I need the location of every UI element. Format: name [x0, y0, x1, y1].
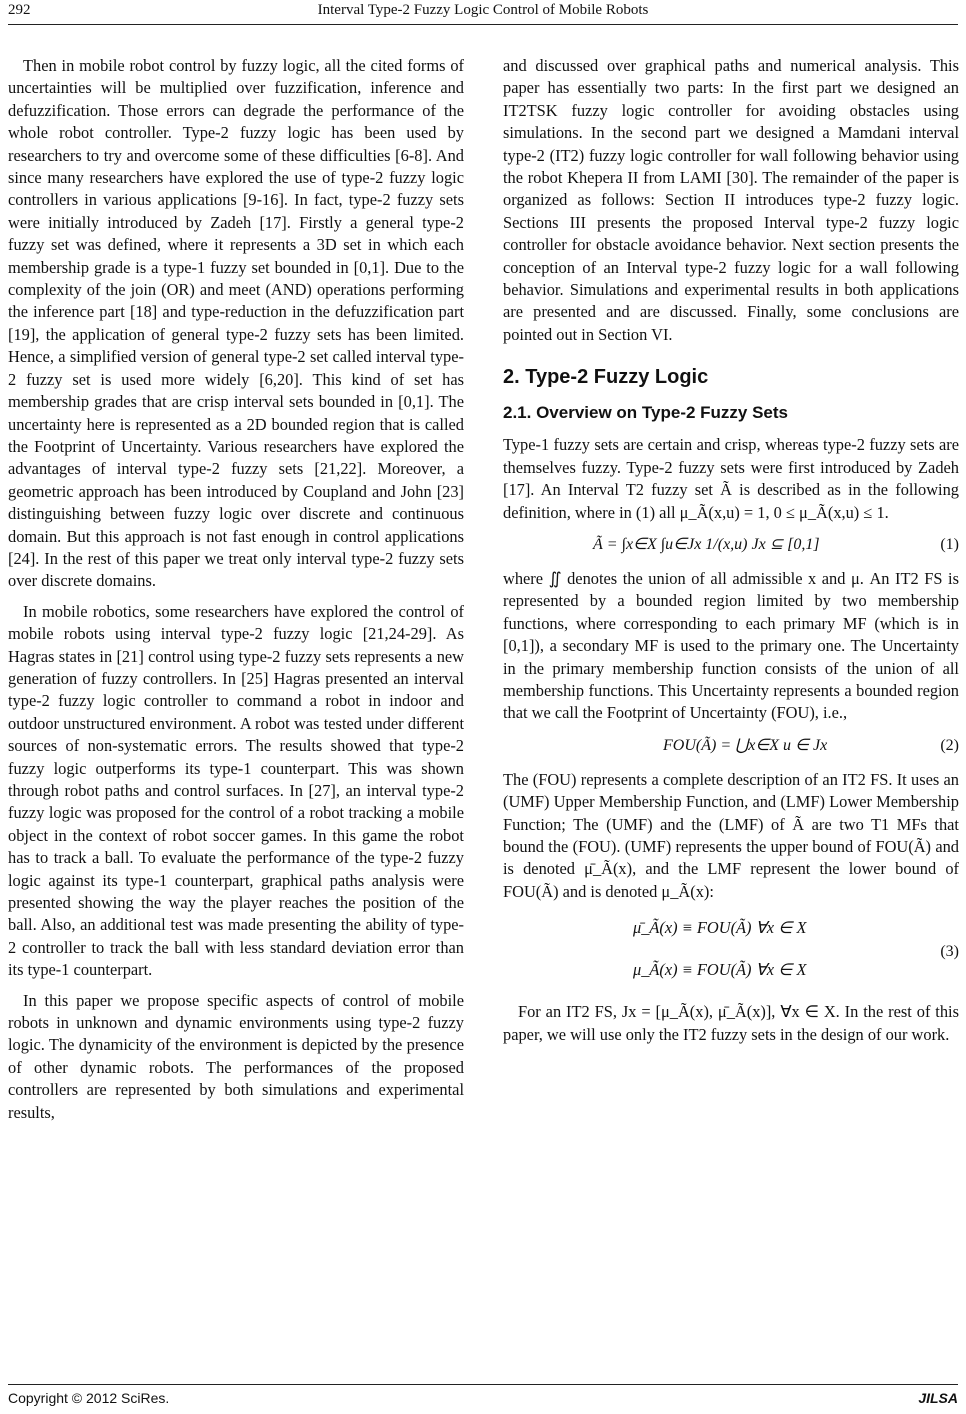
footer-rule	[8, 1384, 958, 1385]
equation-line: μ̄_Ã(x) ≡ FOU(Ã) ∀x ∈ X	[633, 918, 807, 938]
paragraph: Type-1 fuzzy sets are certain and crisp, whereas type-2 fuzzy sets are themselves fuzzy. Type-2 fuzzy sets were first introduced by Zadeh [17]. An Interval T2 fuzzy set Ã is described as in the following definition, where in (1) all μ_Ã(x,u) = 1, 0 ≤ μ_Ã(x,u) ≤ 1.	[503, 435, 959, 522]
copyright-text: Copyright © 2012 SciRes.	[8, 1390, 170, 1406]
equation-number: (2)	[940, 736, 959, 754]
equation-line: μ_Ã(x) ≡ FOU(Ã) ∀x ∈ X	[633, 960, 807, 980]
left-column	[8, 55, 464, 1124]
equation-3	[503, 907, 959, 997]
paragraph: In this paper we propose specific aspects of control of mobile robots in unknown and dynamic environments using type-2 fuzzy logic. The dynamicity of the environment is depicted by the presence of other dynamic robots. The performances of the proposed controllers are represented by both simulations and experimental results,	[8, 990, 464, 1122]
paragraph: where ∬ denotes the union of all admissible x and μ. An IT2 FS is represented by a bounded region limited by two membership functions, where corresponding to each primary MF (which is in [0,1]), a secondary MF is used to the primary one. The Uncertainty in the primary membership function consists of the union of all membership functions. This Uncertainty represents a bounded region that we call the Footprint of Uncertainty (FOU), i.e.,	[503, 568, 959, 723]
right-column	[503, 55, 959, 1046]
section-title: 2. Type-2 Fuzzy Logic	[503, 366, 709, 389]
running-title: Interval Type-2 Fuzzy Logic Control of Mobile Robots	[317, 2, 649, 18]
page-footer	[0, 1390, 966, 1414]
page-header	[0, 0, 966, 28]
header-rule	[8, 24, 958, 25]
equation-2	[503, 729, 959, 765]
equation-number: (1)	[940, 535, 959, 553]
paragraph: Then in mobile robot control by fuzzy logic, all the cited forms of uncertainties will be multiplied over fuzzification, inference and defuzzification. Those errors can degrade the performance of the whole robot controller. Type-2 fuzzy logic has been used by researchers to try and overcome some of these difficulties [6-8]. And since many researchers have explored the use of type-2 fuzzy logic controllers in various applications [9-16]. In fact, type-2 fuzzy sets were initially introduced by Zadeh [17]. Firstly a general type-2 fuzzy set was defined, where it represents a 3D set in which each membership grade is a type-1 fuzzy set bounded in [0,1]. Due to the complexity of the join (OR) and meet (AND) operations performing the inference part [18] and type-reduction in the defuzzification part [19], the application of general type-2 fuzzy sets has been limited. Hence, a simplified version of general type-2 set called interval type-2 fuzzy set is used more widely [6,20]. This kind of set has membership grades that are crisp interval sets bounded in [0,1]. The uncertainty here is represented as a 2D bounded region that is called the Footprint of Uncertainty. Various researchers have explored the advantages of interval type-2 fuzzy sets [21,22]. Moreover, a geometric approach has been introduced by Coupland and John [23] distinguishing between fuzzy logic over discrete and continuous domain. But this approach is not fast enough in control applications [24]. In the rest of this paper we treat only interval type-2 fuzzy sets over discrete domains.	[8, 56, 464, 591]
subsection-title: 2.1. Overview on Type-2 Fuzzy Sets	[503, 403, 789, 423]
page-number: 292	[8, 2, 31, 18]
paragraph: For an IT2 FS, Jx = [μ_Ã(x), μ̄_Ã(x)], ∀x ∈ X. In the rest of this paper, we will use only the IT2 fuzzy sets in the design of our work.	[503, 1002, 959, 1044]
paragraph: and discussed over graphical paths and numerical analysis. This paper has essentially two parts: In the first part we designed an IT2TSK fuzzy logic controller for avoiding obstacles using simulations. In the second part we designed a Mamdani interval type-2 (IT2) fuzzy logic controller for wall following behavior using the robot Khepera II from LAMI [30]. The remainder of the paper is organized as follows: Section II introduces type-2 fuzzy logic. Sections III presents the proposed Interval type-2 fuzzy logic controller for obstacle avoidance behavior. Next section presents the conception of an Interval type-2 fuzzy logic for a wall following behavior. Simulations and experimental results in both applications are presented and are discussed. Finally, some conclusions are pointed out in Section VI.	[503, 56, 959, 344]
equation-body: Ã = ∫x∈X ∫u∈Jx 1/(x,u) Jx ⊆ [0,1]	[593, 535, 820, 553]
equation-number: (3)	[940, 943, 959, 961]
equation-1	[503, 528, 959, 564]
paragraph: In mobile robotics, some researchers have explored the control of mobile robots using interval type-2 fuzzy logic [21,24-29]. As Hagras states in [21] control using type-2 fuzzy sets represents a new generation of fuzzy controllers. In [25] Hagras presented an interval type-2 fuzzy logic controller to command a robot in indoor and outdoor unstructured environment. A robot was tested under different sources of non-systematic errors. The results showed that type-2 fuzzy logic outperforms its type-1 counterpart. This was shown through robot paths and control surfaces. In [27], an interval type-2 fuzzy logic was proposed for the control of a robot tracking a mobile object in the context of robot soccer games. In this game the robot has to track a ball. To evaluate the performance of the type-2 fuzzy logic against its type-1 counterpart, graphical paths analysis were presented showing the way the player reaches the position of the ball. Also, an additional test was made presenting the ability of type-2 controller to track the ball with less standard deviation error than its type-1 counterpart.	[8, 601, 464, 980]
paragraph: The (FOU) represents a complete description of an IT2 FS. It uses an (UMF) Upper Membership Function, and (LMF) Lower Membership Function; The (UMF) and the (LMF) of Ã are two T1 MFs that bound the (FOU). (UMF) represents the upper bound of FOU(Ã) and is denoted μ̄_Ã(x), and the LMF represent the lower bound of FOU(Ã) and is denoted μ_Ã(x):	[503, 769, 959, 901]
journal-name: JILSA	[918, 1390, 958, 1406]
equation-body: FOU(Ã) = ⋃x∈X u ∈ Jx	[663, 736, 828, 754]
